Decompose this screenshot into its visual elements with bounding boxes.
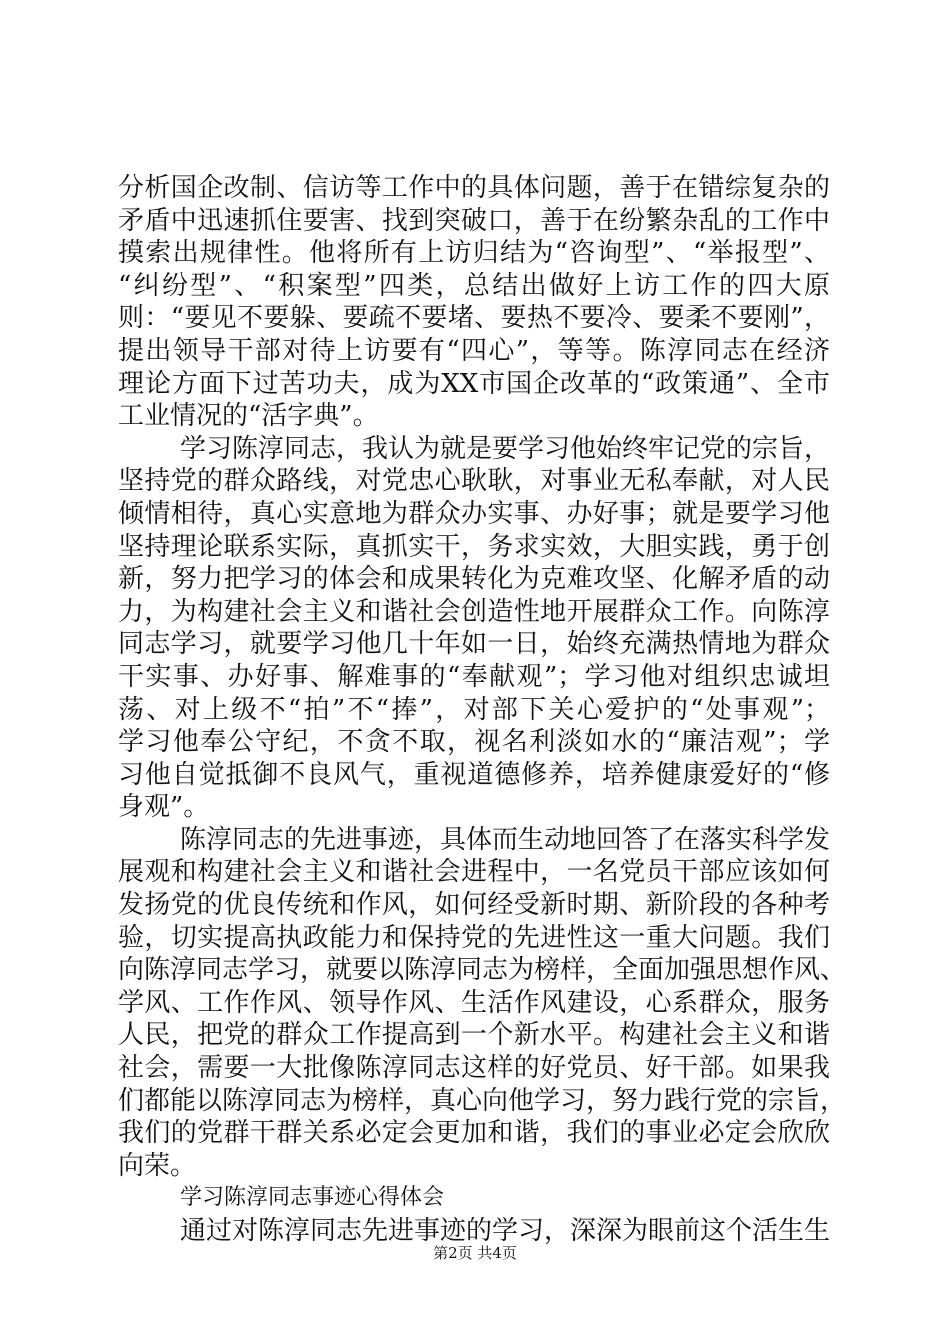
text-line: 工业情况的“活字典”。 bbox=[118, 401, 379, 432]
text-line: 验，切实提高执政能力和保持党的先进性这一重大问题。我们 bbox=[118, 922, 830, 953]
text-line: 倾情相待，真心实意地为群众办实事、办好事；就是要学习他 bbox=[118, 498, 830, 529]
text-line: 坚持党的群众路线，对党忠心耿耿，对事业无私奉献，对人民 bbox=[118, 466, 830, 497]
text-line: 习他自觉抵御不良风气，重视道德修养，培养健康爱好的“修 bbox=[118, 759, 830, 790]
text-line: 矛盾中迅速抓住要害、找到突破口，善于在纷繁杂乱的工作中 bbox=[118, 205, 830, 236]
text-line: 通过对陈淳同志先进事迹的学习，深深为眼前这个活生生 bbox=[180, 1216, 831, 1246]
text-line: 分析国企改制、信访等工作中的具体问题，善于在错综复杂的 bbox=[118, 173, 830, 203]
text-line: 学习他奉公守纪，不贪不取，视名利淡如水的“廉洁观”；学 bbox=[118, 727, 830, 758]
text-line: 干实事、办好事、解难事的“奉献观”；学习他对组织忠诚坦 bbox=[118, 661, 830, 692]
text-line: 向陈淳同志学习，就要以陈淳同志为榜样，全面加强思想作风、 bbox=[118, 955, 847, 986]
text-line: 学习陈淳同志，我认为就是要学习他始终牢记党的宗旨， bbox=[180, 433, 831, 464]
text-line: 发扬党的优良传统和作风，如何经受新时期、新阶段的各种考 bbox=[118, 890, 830, 921]
text-line: 理论方面下过苦功夫，成为XX市国企改革的“政策通”、全市 bbox=[118, 368, 830, 399]
section-heading: 学习陈淳同志事迹心得体会 bbox=[180, 1185, 445, 1211]
text-line: 坚持理论联系实际，真抓实干，务求实效，大胆实践，勇于创 bbox=[118, 531, 830, 562]
text-line: 社会，需要一大批像陈淳同志这样的好党员、好干部。如果我 bbox=[118, 1053, 830, 1084]
text-line: 荡、对上级不“拍”不“捧”，对部下关心爱护的“处事观”； bbox=[118, 694, 830, 725]
text-line: 展观和构建社会主义和谐社会进程中，一名党员干部应该如何 bbox=[118, 857, 830, 888]
text-line: 们都能以陈淳同志为榜样，真心向他学习，努力践行党的宗旨， bbox=[118, 1085, 847, 1116]
text-line: 则：“要见不要躲、要疏不要堵、要热不要冷、要柔不要刚”， bbox=[118, 303, 830, 334]
document-body bbox=[118, 172, 847, 1248]
text-line: 我们的党群干群关系必定会更加和谐，我们的事业必定会欣欣 bbox=[118, 1118, 830, 1149]
page-footer: 第2页 共4页 bbox=[433, 1244, 517, 1262]
text-line: 人民，把党的群众工作提高到一个新水平。构建社会主义和谐 bbox=[118, 1020, 830, 1051]
text-line: 力，为构建社会主义和谐社会创造性地开展群众工作。向陈淳 bbox=[118, 596, 830, 627]
text-line: 同志学习，就要学习他几十年如一日，始终充满热情地为群众 bbox=[118, 629, 830, 660]
text-line: “纠纷型”、“积案型”四类，总结出做好上访工作的四大原 bbox=[118, 270, 830, 301]
text-line: 陈淳同志的先进事迹，具体而生动地回答了在落实科学发 bbox=[180, 824, 831, 855]
text-line: 身观”。 bbox=[118, 792, 210, 823]
text-line: 提出领导干部对待上访要有“四心”，等等。陈淳同志在经济 bbox=[118, 335, 830, 366]
text-line: 向荣。 bbox=[118, 1150, 197, 1181]
text-line: 学风、工作作风、领导作风、生活作风建设，心系群众，服务 bbox=[118, 987, 830, 1018]
text-line: 摸索出规律性。他将所有上访归结为“咨询型”、“举报型”、 bbox=[118, 238, 830, 269]
text-line: 新，努力把学习的体会和成果转化为克难攻坚、化解矛盾的动 bbox=[118, 564, 830, 595]
